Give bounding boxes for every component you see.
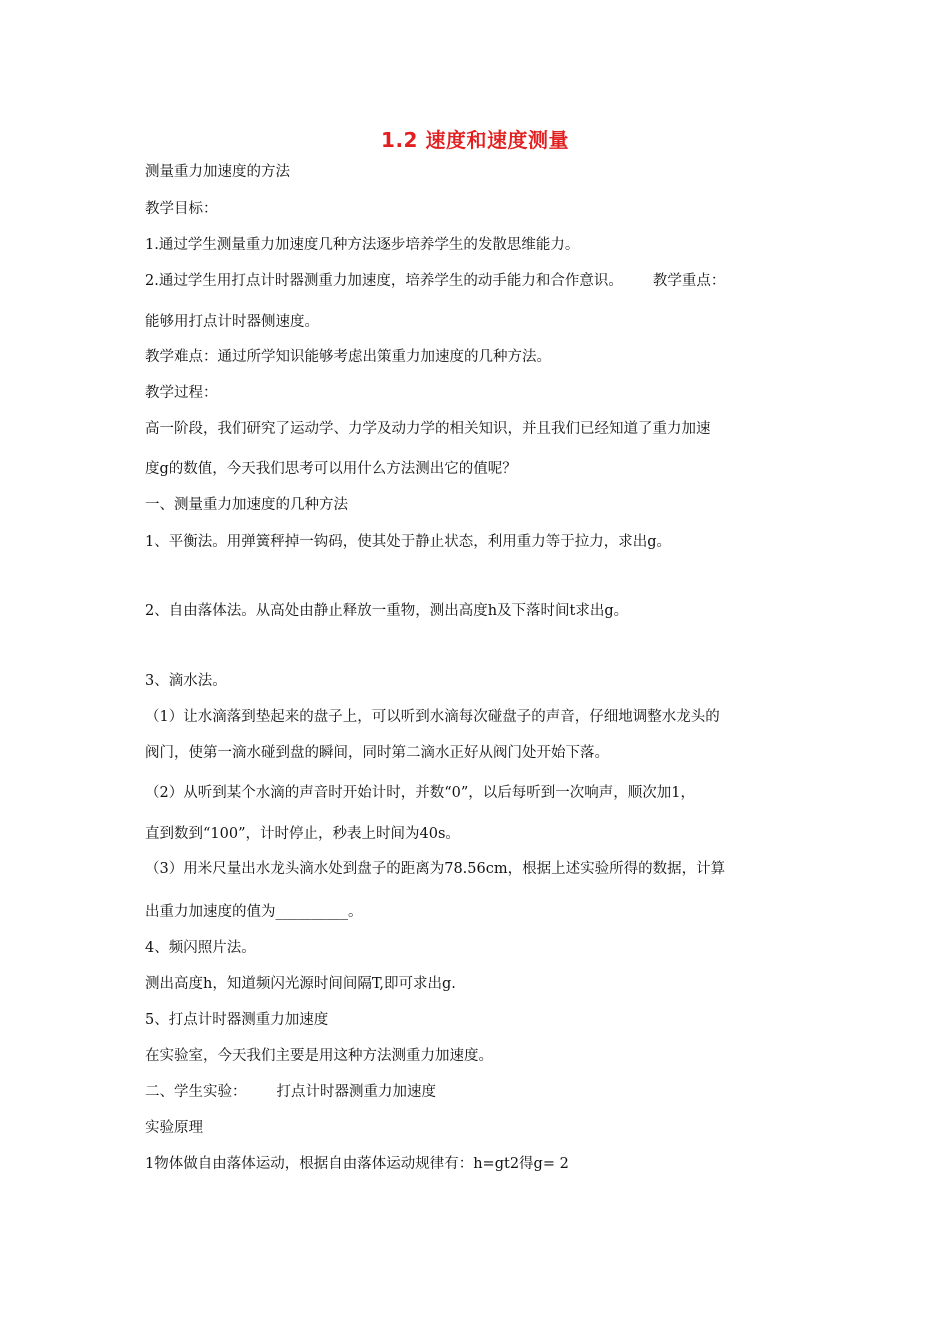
goal-2-line bbox=[145, 271, 810, 291]
section-2-heading: 二、学生实验： bbox=[145, 1084, 247, 1100]
process-heading: 教学过程： bbox=[145, 385, 218, 401]
method-3-step-2-line-1: （2）从听到某个水滴的声音时开始计时，并数“0”，以后每听到一次响声，顺次加1， bbox=[145, 785, 695, 801]
intro-line-2: 度g的数值，今天我们思考可以用什么方法测出它的值呢？ bbox=[145, 461, 517, 477]
teaching-goals-heading: 教学目标： bbox=[145, 201, 218, 217]
key-points-line: 能够用打点计时器侧速度。 bbox=[145, 314, 319, 330]
intro-line-1: 高一阶段，我们研究了运动学、力学及动力学的相关知识，并且我们已经知道了重力加速 bbox=[145, 421, 711, 437]
method-3-heading: 3、滴水法。 bbox=[145, 673, 227, 689]
goal-1-line: 1.通过学生测量重力加速度几种方法逐步培养学生的发散思维能力。 bbox=[145, 237, 580, 253]
key-points-heading: 教学重点： bbox=[652, 273, 726, 289]
subtitle-line: 测量重力加速度的方法 bbox=[145, 164, 290, 180]
method-4-heading: 4、频闪照片法。 bbox=[145, 940, 256, 956]
section-2-topic: 打点计时器测重力加速度 bbox=[276, 1084, 436, 1100]
method-1-line: 1、平衡法。用弹簧秤掉一钩码，使其处于静止状态，利用重力等于拉力，求出g。 bbox=[145, 534, 672, 550]
method-3-step-3-line-1: （3）用米尺量出水龙头滴水处到盘子的距离为78.56cm，根据上述实验所得的数据，计算 bbox=[145, 861, 726, 877]
principle-heading: 实验原理 bbox=[145, 1120, 203, 1136]
principle-line-1: 1物体做自由落体运动，根据自由落体运动规律有：h=gt2得g= 2 bbox=[145, 1156, 569, 1172]
method-5-heading: 5、打点计时器测重力加速度 bbox=[145, 1012, 329, 1028]
method-3-step-1-line-1: （1）让水滴落到垫起来的盘子上，可以听到水滴每次碰盘子的声音，仔细地调整水龙头的 bbox=[145, 709, 720, 725]
section-2-line bbox=[145, 1082, 810, 1102]
difficulty-line: 教学难点：通过所学知识能够考虑出策重力加速度的几种方法。 bbox=[145, 349, 551, 365]
document-title: 1.2 速度和速度测量 bbox=[381, 128, 569, 152]
method-2-line: 2、自由落体法。从高处由静止释放一重物，测出高度h及下落时间t求出g。 bbox=[145, 603, 629, 619]
method-5-line: 在实验室，今天我们主要是用这种方法测重力加速度。 bbox=[145, 1048, 493, 1064]
goal-2-text: 2.通过学生用打点计时器测重力加速度，培养学生的动手能力和合作意识。 bbox=[145, 273, 623, 289]
method-3-step-1-line-2: 阀门，使第一滴水碰到盘的瞬间，同时第二滴水正好从阀门处开始下落。 bbox=[145, 745, 609, 761]
method-4-line: 测出高度h，知道频闪光源时间间隔T,即可求出g. bbox=[145, 976, 456, 992]
method-3-step-2-line-2: 直到数到“100”，计时停止，秒表上时间为40s。 bbox=[145, 826, 460, 842]
method-3-step-3-line-2: 出重力加速度的值为__________。 bbox=[145, 904, 363, 920]
section-1-heading: 一、测量重力加速度的几种方法 bbox=[145, 497, 348, 513]
